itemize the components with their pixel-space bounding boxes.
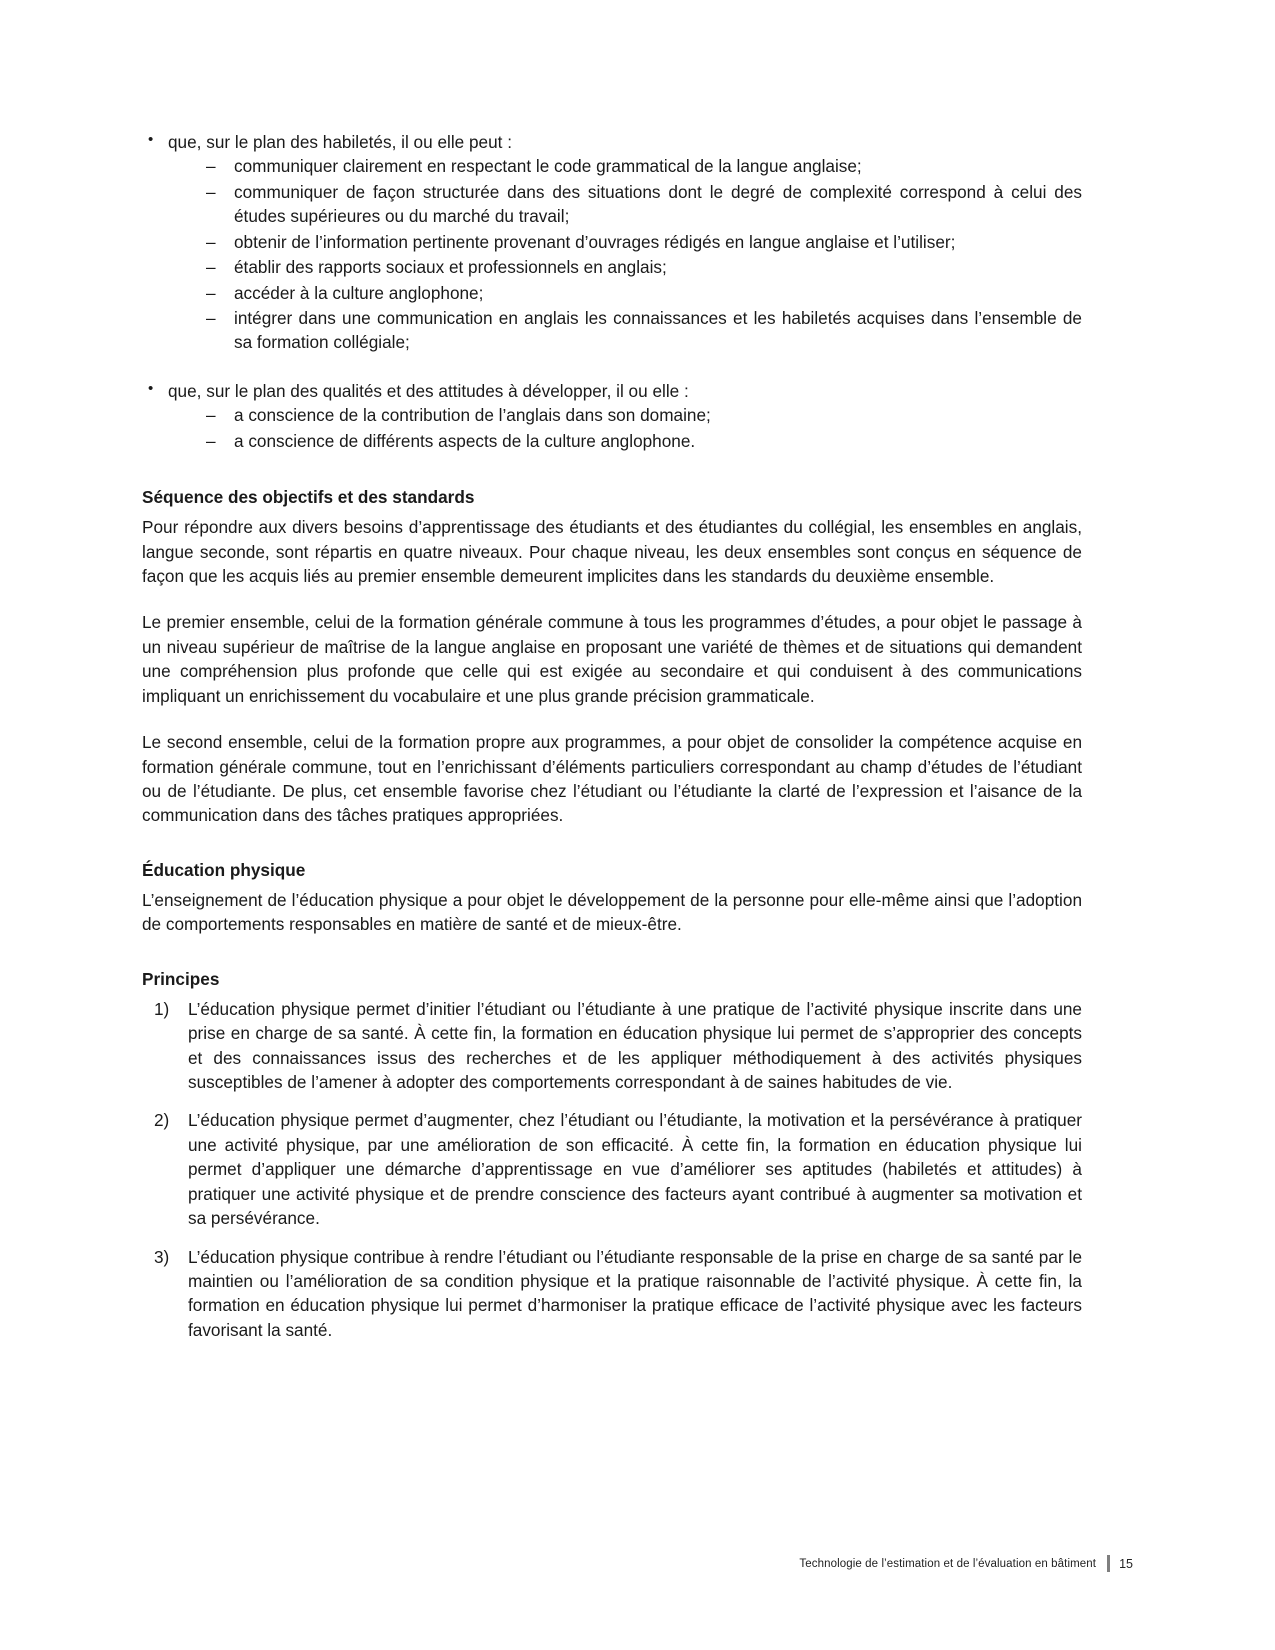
dash-icon: – xyxy=(206,156,216,177)
sub-list-text: a conscience de la contribution de l’anglais dans son domaine; xyxy=(234,405,711,426)
footer-title: Technologie de l’estimation et de l’évaluation en bâtiment xyxy=(799,1557,1097,1570)
bullet-list-habiletes xyxy=(142,130,1082,355)
list-marker: 3) xyxy=(154,1246,170,1267)
dash-icon: – xyxy=(206,430,216,451)
spacer xyxy=(142,455,1082,485)
spacer xyxy=(142,588,1082,610)
paragraph: L’enseignement de l’éducation physique a pour objet le développement de la personne pour elle-même ainsi que l’adoption de comportements responsables en matière de santé et de mieux-être. xyxy=(142,889,1082,935)
section-heading-principes: Principes xyxy=(142,968,220,989)
list-item-text: L’éducation physique contribue à rendre l’étudiant ou l’étudiante responsable de la prise en charge de sa santé par le maintien ou l’amélioration de sa condition physique et la pratique raisonnable de l’activité physique. À cette fin, la formation en éducation physique lui permet d’harmoniser la pratique efficace de l’activité physique avec les facteurs favorisant la santé. xyxy=(188,1246,1082,1340)
bullet-lead-text: que, sur le plan des qualités et des attitudes à développer, il ou elle : xyxy=(168,380,689,401)
spacer xyxy=(142,937,1082,967)
sub-list-text: accéder à la culture anglophone; xyxy=(234,282,484,303)
list-item-text: L’éducation physique permet d’initier l’étudiant ou l’étudiante à une pratique de l’activité physique inscrite dans une prise en charge de sa santé. À cette fin, la formation en éducation physique lui permet de s’approprier des concepts et des connaissances issus des recherches et de les appliquer méthodiquement à des activités physiques susceptibles de l’amener à adopter des comportements correspondant à de saines habitudes de vie. xyxy=(188,998,1082,1093)
dash-icon: – xyxy=(206,257,216,278)
page-number: 15 xyxy=(1119,1556,1133,1571)
footer-divider xyxy=(1107,1555,1110,1572)
paragraph: Le second ensemble, celui de la formation propre aux programmes, a pour objet de consolider la compétence acquise en formation générale commune, tout en l’enrichissant d’éléments particuliers correspondant au champ d’études de l’étudiant ou de l’étudiante. De plus, cet ensemble favorise chez l’étudiant ou l’étudiante la clarté de l’expression et l’aisance de la communication dans des tâches pratiques appropriées. xyxy=(142,732,1082,826)
sub-list-text: intégrer dans une communication en anglais les connaissances et les habiletés acquises dans l’ensemble de sa formation collégiale; xyxy=(234,307,1082,353)
list-item xyxy=(204,281,1082,305)
list-marker: 2) xyxy=(154,1110,170,1131)
list-item xyxy=(204,403,1082,427)
dash-icon: – xyxy=(206,231,216,252)
bullet-list-qualites xyxy=(142,379,1082,453)
sub-list-text: communiquer de façon structurée dans des situations dont le degré de complexité correspond à celui des études supérieures ou du marché du travail; xyxy=(234,181,1082,227)
spacer xyxy=(142,708,1082,730)
numbered-list-principes xyxy=(142,997,1082,1342)
sub-list-text: obtenir de l’information pertinente provenant d’ouvrages rédigés en langue anglaise et l’utiliser; xyxy=(234,231,956,252)
paragraph: Pour répondre aux divers besoins d’apprentissage des étudiants et des étudiantes du collégial, les ensembles en anglais, langue seconde, sont répartis en quatre niveaux. Pour chaque niveau, les deux ensembles sont conçus en séquence de façon que les acquis liés au premier ensemble demeurent implicites dans les standards du deuxième ensemble. xyxy=(142,517,1082,586)
page-footer xyxy=(799,1555,1133,1572)
list-item xyxy=(204,154,1082,178)
dash-icon: – xyxy=(206,405,216,426)
list-item xyxy=(204,429,1082,453)
spacer xyxy=(142,828,1082,858)
section-heading-sequence: Séquence des objectifs et des standards xyxy=(142,487,475,508)
list-item xyxy=(142,130,1082,355)
list-item xyxy=(204,230,1082,254)
list-item xyxy=(154,1108,1082,1230)
list-item xyxy=(142,379,1082,453)
sub-list-text: communiquer clairement en respectant le code grammatical de la langue anglaise; xyxy=(234,156,862,177)
dash-icon: – xyxy=(206,181,216,202)
paragraph: Le premier ensemble, celui de la formation générale commune à tous les programmes d’études, a pour objet le passage à un niveau supérieur de maîtrise de la langue anglaise en proposant une variété de thèmes et de situations qui demandent une compréhension plus profonde que celle qui est exigée au secondaire et qui conduisent à des communications impliquant un enrichissement du vocabulaire et une plus grande précision grammaticale. xyxy=(142,612,1082,706)
list-item xyxy=(204,255,1082,279)
bullet-icon: • xyxy=(148,131,154,148)
list-marker: 1) xyxy=(154,998,170,1019)
list-item-text: L’éducation physique permet d’augmenter, chez l’étudiant ou l’étudiante, la motivation et la persévérance à pratiquer une activité physique, par une amélioration de son efficacité. À cette fin, la formation en éducation physique lui permet d’appliquer une démarche d’apprentissage en vue d’améliorer ses aptitudes (habiletés et attitudes) à pratiquer une activité physique et de prendre conscience des facteurs ayant contribué à augmenter sa motivation et sa persévérance. xyxy=(188,1110,1082,1229)
bullet-icon: • xyxy=(148,379,154,397)
sub-list xyxy=(168,403,1082,453)
list-item xyxy=(154,997,1082,1095)
page-content xyxy=(142,130,1082,1342)
list-item xyxy=(154,1245,1082,1343)
sub-list-text: établir des rapports sociaux et professionnels en anglais; xyxy=(234,257,667,278)
sub-list-text: a conscience de différents aspects de la culture anglophone. xyxy=(234,430,696,451)
sub-list xyxy=(168,154,1082,354)
list-item xyxy=(204,306,1082,355)
section-heading-education-physique: Éducation physique xyxy=(142,859,306,880)
list-item xyxy=(204,180,1082,229)
dash-icon: – xyxy=(206,282,216,303)
spacer xyxy=(142,357,1082,379)
dash-icon: – xyxy=(206,307,216,328)
bullet-lead-text: que, sur le plan des habiletés, il ou elle peut : xyxy=(168,132,512,152)
